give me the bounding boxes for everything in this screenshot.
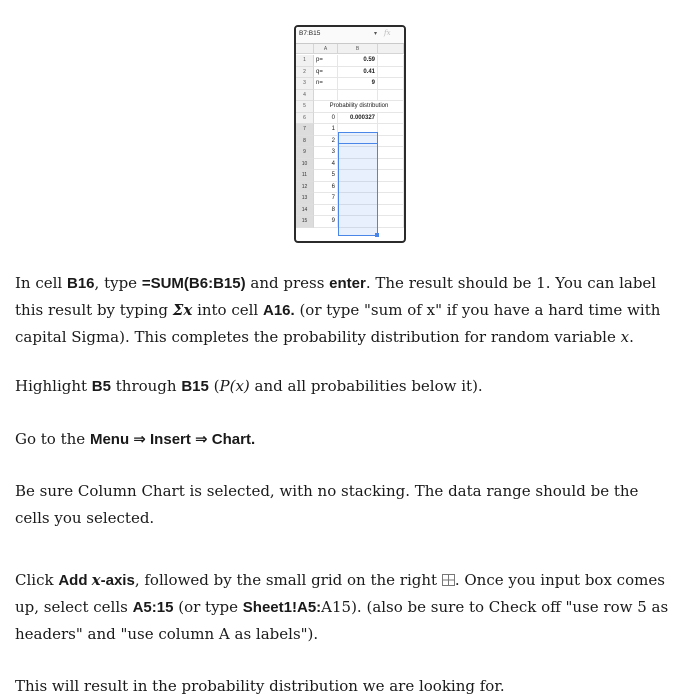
row-number[interactable]: 15: [296, 216, 314, 228]
row-number[interactable]: 11: [296, 170, 314, 182]
column-header-a[interactable]: A: [314, 44, 338, 54]
instruction-paragraph-6: [15, 673, 670, 700]
cell-a[interactable]: 4: [314, 159, 338, 171]
key-name: enter: [329, 275, 366, 292]
cell-range: A5:15: [132, 599, 174, 616]
corner-header[interactable]: [296, 44, 314, 54]
text: and all probabilities below it).: [249, 377, 483, 395]
cell-b[interactable]: [338, 90, 378, 102]
name-box-dropdown-icon[interactable]: ▾: [374, 31, 378, 37]
text: (or type: [173, 598, 243, 616]
text: , followed by the small grid on the right: [134, 571, 442, 589]
column-header-c[interactable]: [378, 44, 404, 54]
row-number[interactable]: 8: [296, 136, 314, 148]
cell-c[interactable]: [378, 193, 404, 205]
text: .: [629, 328, 634, 346]
text: , type: [94, 274, 142, 292]
text: This will result in the probability distribution we are looking for.: [15, 677, 505, 695]
sheet-range: Sheet1!A5:: [242, 599, 322, 616]
cell-c[interactable]: [378, 90, 404, 102]
cell-c[interactable]: [378, 147, 404, 159]
cell-c[interactable]: [378, 113, 404, 125]
cell-b[interactable]: 0.41: [338, 67, 378, 79]
cell-a[interactable]: n=: [314, 78, 338, 90]
grid-icon: [442, 574, 455, 586]
formula-bar: [296, 27, 404, 44]
row-number[interactable]: 2: [296, 67, 314, 79]
instruction-paragraph-1: [15, 270, 670, 351]
instruction-paragraph-4: [15, 478, 670, 532]
row-number[interactable]: 14: [296, 205, 314, 217]
button-name: Add: [58, 572, 92, 589]
cell-ref: A16.: [263, 302, 295, 319]
row-number[interactable]: 7: [296, 124, 314, 136]
math-expression: P(x): [219, 377, 250, 395]
cell-c[interactable]: [378, 78, 404, 90]
cell-ref: B5: [91, 378, 111, 395]
row-number[interactable]: 13: [296, 193, 314, 205]
cell-ref: B16: [67, 275, 95, 292]
text: into cell: [192, 301, 263, 319]
cell-a[interactable]: p=: [314, 55, 338, 67]
cell-c[interactable]: [378, 55, 404, 67]
text: . The result should be 1. You can label this result by typing: [15, 274, 657, 319]
button-name: -axis: [100, 572, 135, 589]
row-number[interactable]: 12: [296, 182, 314, 194]
column-header-b[interactable]: B: [338, 44, 378, 54]
instruction-paragraph-5: [15, 567, 670, 648]
cell-a[interactable]: 2: [314, 136, 338, 148]
cell-c[interactable]: [378, 182, 404, 194]
selected-range: [338, 132, 378, 236]
active-cell[interactable]: [338, 132, 378, 144]
instruction-paragraph-3: [15, 426, 670, 453]
fx-icon: fx: [384, 29, 391, 37]
cell-a[interactable]: 5: [314, 170, 338, 182]
row-number[interactable]: 4: [296, 90, 314, 102]
formula: =SUM(B6:B15): [141, 275, 246, 292]
cell-c[interactable]: [378, 216, 404, 228]
text: (: [208, 377, 220, 395]
cell-c[interactable]: [378, 124, 404, 136]
cell-a[interactable]: 8: [314, 205, 338, 217]
cell-a[interactable]: 9: [314, 216, 338, 228]
text: Click: [15, 571, 59, 589]
row-number[interactable]: 6: [296, 113, 314, 125]
row-number[interactable]: 9: [296, 147, 314, 159]
fill-handle[interactable]: [375, 233, 379, 237]
cell-a[interactable]: 1: [314, 124, 338, 136]
text: Go to the: [15, 430, 90, 448]
cell-a[interactable]: q=: [314, 67, 338, 79]
cell-c[interactable]: [378, 205, 404, 217]
text: Be sure Column Chart is selected, with no stacking. The data range should be the cells you selected.: [15, 482, 639, 527]
row-number[interactable]: 10: [296, 159, 314, 171]
sigma-x-label: Σx: [172, 301, 193, 319]
cell-c[interactable]: [378, 159, 404, 171]
row-number[interactable]: 1: [296, 55, 314, 67]
spreadsheet-screenshot: [294, 25, 406, 243]
cell-header-label[interactable]: Probability distribution: [314, 101, 404, 113]
cell-b[interactable]: 9: [338, 78, 378, 90]
math-variable: x: [620, 328, 630, 346]
text: . Once you input box comes up, select cells: [15, 571, 665, 616]
cell-a[interactable]: 7: [314, 193, 338, 205]
cell-c[interactable]: [378, 170, 404, 182]
text: A15). (also be sure to Check off "use row 5 as headers" and "use column A as labels").: [15, 598, 669, 643]
cell-a[interactable]: 3: [314, 147, 338, 159]
name-box[interactable]: B7:B15: [299, 30, 321, 37]
cell-c[interactable]: [378, 136, 404, 148]
cell-a[interactable]: 0: [314, 113, 338, 125]
cell-b[interactable]: 0.000327: [338, 113, 378, 125]
text: and press: [245, 274, 330, 292]
instruction-paragraph-2: [15, 373, 670, 400]
text: In cell: [15, 274, 67, 292]
text: (or type "sum of x" if you have a hard time with capital Sigma). This completes the probability distribution for random variable: [15, 301, 661, 346]
math-variable: x: [91, 571, 101, 589]
text: through: [110, 377, 182, 395]
text: Highlight: [15, 377, 92, 395]
row-number[interactable]: 3: [296, 78, 314, 90]
cell-ref: B15: [181, 378, 209, 395]
row-number[interactable]: 5: [296, 101, 314, 113]
cell-b[interactable]: 0.59: [338, 55, 378, 67]
menu-path: Menu ⇒ Insert ⇒ Chart.: [89, 431, 256, 448]
cell-c[interactable]: [378, 67, 404, 79]
cell-a[interactable]: [314, 90, 338, 102]
cell-a[interactable]: 6: [314, 182, 338, 194]
